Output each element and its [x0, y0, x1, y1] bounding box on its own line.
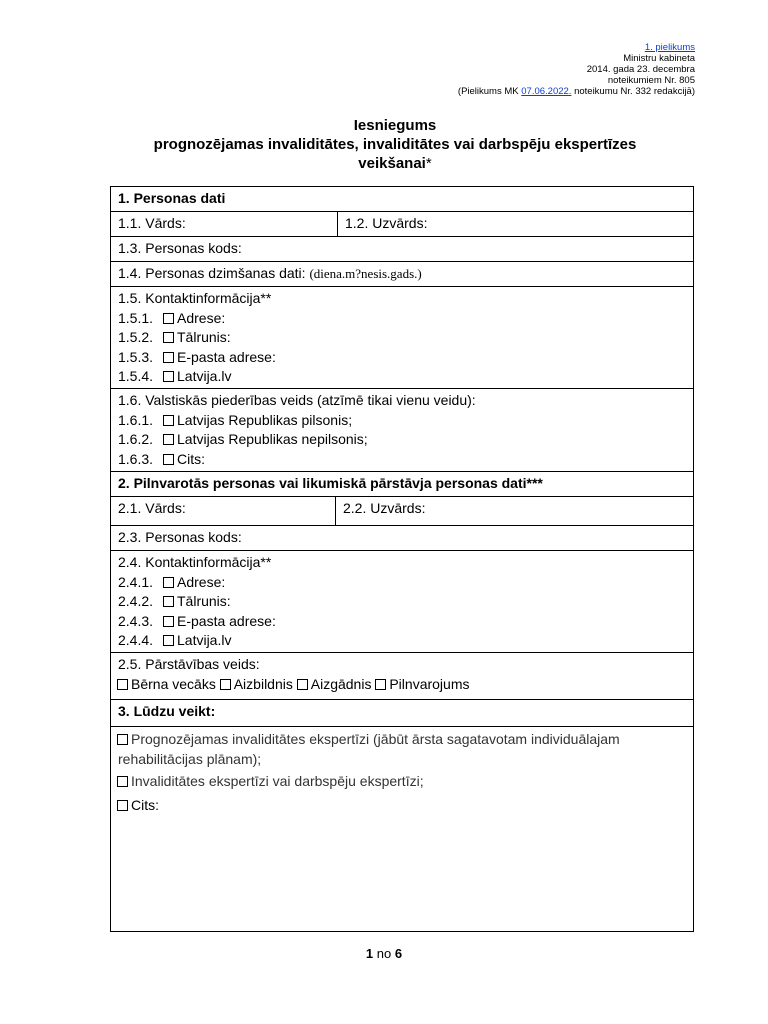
field-1-4-birth-data[interactable]: 1.4. Personas dzimšanas dati: (diena.m?nesis.gads.)	[111, 262, 693, 287]
request-option-1-cont: rehabilitācijas plānam);	[118, 750, 262, 767]
birth-format-hint: (diena.m?nesis.gads.)	[309, 266, 422, 281]
section-1-5-contacts	[111, 287, 693, 389]
annex-link[interactable]: 1. pielikums	[644, 42, 695, 53]
section-3-options	[111, 727, 693, 931]
contact-option-2-4-3: 2.4.3. E-pasta adrese:	[118, 612, 276, 629]
citizenship-option-1-6-1: 1.6.1. Latvijas Republikas pilsonis;	[118, 411, 353, 428]
field-2-2-surname[interactable]: 2.2. Uzvārds:	[343, 500, 426, 516]
checkbox-trustee[interactable]	[297, 679, 308, 690]
checkbox-power-of-attorney[interactable]	[375, 679, 386, 690]
section-2-5-representation	[111, 653, 693, 700]
document-title	[60, 116, 730, 173]
request-option-2: Invaliditātes ekspertīzi vai darbspēju ekspertīzi;	[117, 772, 687, 792]
representation-heading: 2.5. Pārstāvības veids:	[118, 656, 260, 672]
contact-option-2-4-1: 2.4.1. Adrese:	[118, 573, 226, 590]
header-line-5: (Pielikums MK 07.06.2022. noteikumu Nr. 332 redakcijā)	[457, 86, 695, 97]
title-line-1: Iesniegums	[353, 117, 437, 134]
header-line-3: 2014. gada 23. decembra	[586, 64, 695, 75]
contact-option-2-4-2: 2.4.2. Tālrunis:	[118, 593, 231, 609]
checkbox-1-6-3[interactable]	[163, 454, 174, 465]
section-1-6-citizenship	[111, 389, 693, 472]
checkbox-1-5-3[interactable]	[163, 352, 174, 363]
amendment-date-link[interactable]: 07.06.2022.	[521, 86, 572, 97]
checkbox-guardian[interactable]	[220, 679, 231, 690]
contacts-heading-1-5: 1.5. Kontaktinformācija**	[118, 290, 272, 306]
checkbox-parent[interactable]	[117, 679, 128, 690]
application-form	[110, 186, 694, 932]
field-1-1-name[interactable]: 1.1. Vārds:	[111, 212, 338, 236]
section-3-heading: 3. Lūdzu veikt:	[111, 700, 693, 727]
checkbox-disability-expertise[interactable]	[117, 776, 128, 787]
page-number: 1 no 6	[365, 946, 403, 961]
checkbox-1-5-2[interactable]	[163, 332, 174, 343]
field-2-1-name[interactable]: 2.1. Vārds:	[111, 497, 336, 525]
contact-option-2-4-4: 2.4.4. Latvija.lv	[118, 632, 232, 648]
contact-option-1-5-1: 1.5.1. Adrese:	[118, 309, 226, 326]
checkbox-2-4-3[interactable]	[163, 616, 174, 627]
contact-option-1-5-4: 1.5.4. Latvija.lv	[118, 368, 232, 384]
header-line-2: Ministru kabineta	[623, 53, 695, 64]
contacts-heading-2-4: 2.4. Kontaktinformācija**	[118, 554, 272, 570]
request-option-3: Cits:	[117, 796, 687, 816]
title-line-2: prognozējamas invaliditātes, invaliditātes vai darbspēju ekspertīzes	[153, 136, 637, 153]
section-2-heading: 2. Pilnvarotās personas vai likumiskā pārstāvja personas dati***	[111, 472, 693, 497]
representation-options: Bērna vecāks Aizbildnis Aizgādnis Pilnvarojums	[117, 675, 687, 695]
title-line-3: veikšanai*	[358, 155, 432, 172]
checkbox-2-4-1[interactable]	[163, 577, 174, 588]
checkbox-1-6-1[interactable]	[163, 415, 174, 426]
field-2-3-personal-code[interactable]: 2.3. Personas kods:	[111, 526, 693, 551]
request-option-1: Prognozējamas invaliditātes ekspertīzi (jābūt ārsta sagatavotam individuālajam	[117, 730, 687, 750]
citizenship-option-1-6-2: 1.6.2. Latvijas Republikas nepilsonis;	[118, 431, 368, 447]
row-name-surname-2	[111, 497, 693, 526]
contact-option-1-5-2: 1.5.2. Tālrunis:	[118, 329, 231, 345]
document-header	[458, 42, 695, 97]
field-1-2-surname[interactable]: 1.2. Uzvārds:	[345, 215, 428, 231]
contact-option-1-5-3: 1.5.3. E-pasta adrese:	[118, 348, 276, 365]
checkbox-1-5-4[interactable]	[163, 371, 174, 382]
checkbox-2-4-4[interactable]	[163, 635, 174, 646]
header-line-4: noteikumiem Nr. 805	[607, 75, 695, 86]
checkbox-2-4-2[interactable]	[163, 596, 174, 607]
row-name-surname-1	[111, 212, 693, 237]
citizenship-heading: 1.6. Valstiskās piederības veids (atzīmē tikai vienu veidu):	[118, 392, 476, 408]
checkbox-1-6-2[interactable]	[163, 434, 174, 445]
citizenship-option-1-6-3: 1.6.3. Cits:	[118, 450, 205, 467]
checkbox-1-5-1[interactable]	[163, 313, 174, 324]
checkbox-other[interactable]	[117, 800, 128, 811]
section-2-4-contacts	[111, 551, 693, 653]
checkbox-prognosed-disability[interactable]	[117, 734, 128, 745]
section-1-heading: 1. Personas dati	[111, 187, 693, 212]
field-1-3-personal-code[interactable]: 1.3. Personas kods:	[111, 237, 693, 262]
